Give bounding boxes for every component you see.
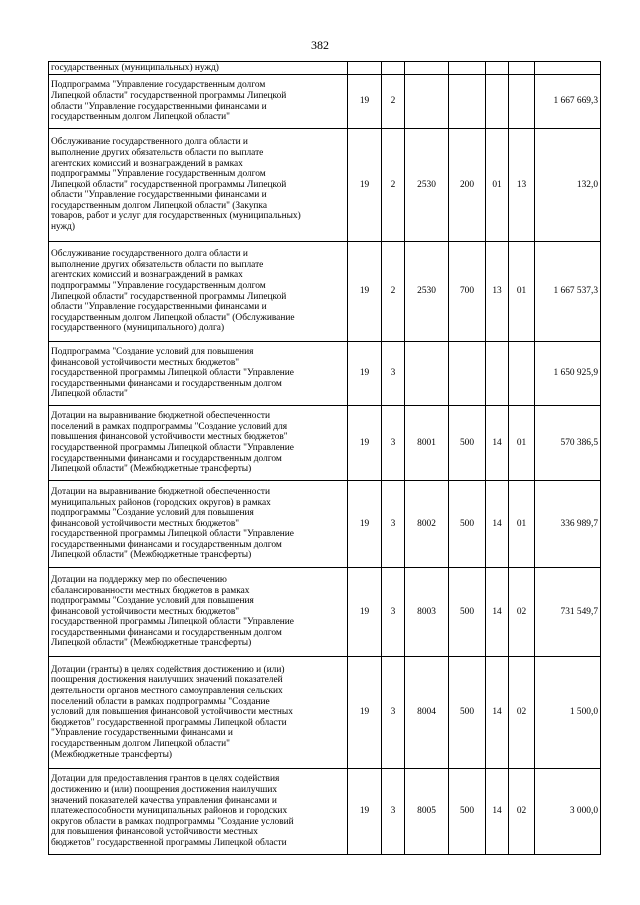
program-code: 19 (348, 406, 382, 481)
expense-type-code: 700 (449, 242, 486, 342)
subprogram-code: 3 (382, 342, 405, 406)
amount: 1 500,0 (535, 657, 601, 769)
target-article-code: 2530 (405, 129, 449, 242)
program-code: 19 (348, 568, 382, 657)
target-article-code (405, 342, 449, 406)
program-code: 19 (348, 481, 382, 568)
target-article-code (405, 75, 449, 129)
program-code: 19 (348, 242, 382, 342)
section-code (486, 62, 509, 75)
expense-type-code: 500 (449, 657, 486, 769)
section-code: 14 (486, 657, 509, 769)
table-row (49, 242, 601, 342)
subsection-code (509, 62, 535, 75)
subprogram-code: 2 (382, 242, 405, 342)
budget-table (48, 61, 601, 855)
amount: 3 000,0 (535, 769, 601, 855)
table-row (49, 406, 601, 481)
program-code: 19 (348, 769, 382, 855)
row-description: государственных (муниципальных) нужд) (49, 62, 348, 75)
subsection-code (509, 342, 535, 406)
table-row (49, 568, 601, 657)
table-row (49, 129, 601, 242)
target-article-code: 8003 (405, 568, 449, 657)
table-row (49, 657, 601, 769)
expense-type-code (449, 62, 486, 75)
subprogram-code: 3 (382, 769, 405, 855)
subprogram-code: 2 (382, 129, 405, 242)
row-description: Обслуживание государственного долга области и выполнение других обязательств области по выплате агентских комиссий и вознаграждений в рамках подпрограммы "Управление государственным долгом Липецкой области" государственной программы Липецкой области "Управление государственными финансами и государственным долгом Липецкой области" (Закупка товаров, работ и услуг для государственных (муниципальных) нужд) (49, 129, 348, 242)
row-description: Дотации на выравнивание бюджетной обеспеченности поселений в рамках подпрограммы "Создание условий для повышения финансовой устойчивости местных бюджетов" государственной программы Липецкой области "Управление государственными финансами и государственным долгом Липецкой области" (Межбюджетные трансферты) (49, 406, 348, 481)
program-code: 19 (348, 657, 382, 769)
subprogram-code: 3 (382, 481, 405, 568)
section-code: 01 (486, 129, 509, 242)
section-code (486, 75, 509, 129)
subprogram-code (382, 62, 405, 75)
program-code: 19 (348, 129, 382, 242)
table-row (49, 342, 601, 406)
row-description: Обслуживание государственного долга области и выполнение других обязательств области по выплате агентских комиссий и вознаграждений в рамках подпрограммы "Управление государственным долгом Липецкой области" государственной программы Липецкой области "Управление государственными финансами и государственным долгом Липецкой области" (Обслуживание государственного (муниципального) долга) (49, 242, 348, 342)
amount (535, 62, 601, 75)
table-row (49, 75, 601, 129)
amount: 336 989,7 (535, 481, 601, 568)
subprogram-code: 3 (382, 406, 405, 481)
subprogram-code: 3 (382, 568, 405, 657)
section-code: 14 (486, 481, 509, 568)
target-article-code (405, 62, 449, 75)
page-number: 382 (311, 38, 329, 52)
table-row (49, 769, 601, 855)
expense-type-code (449, 342, 486, 406)
section-code: 13 (486, 242, 509, 342)
amount: 570 386,5 (535, 406, 601, 481)
target-article-code: 2530 (405, 242, 449, 342)
program-code (348, 62, 382, 75)
expense-type-code: 500 (449, 769, 486, 855)
subsection-code: 01 (509, 406, 535, 481)
subsection-code: 02 (509, 568, 535, 657)
section-code: 14 (486, 406, 509, 481)
amount: 1 667 669,3 (535, 75, 601, 129)
row-description: Дотации на поддержку мер по обеспечению сбалансированности местных бюджетов в рамках подпрограммы "Создание условий для повышения финансовой устойчивости местных бюджетов" государственной программы Липецкой области "Управление государственными финансами и государственным долгом Липецкой области" (Межбюджетные трансферты) (49, 568, 348, 657)
subsection-code: 13 (509, 129, 535, 242)
table-row (49, 481, 601, 568)
amount: 731 549,7 (535, 568, 601, 657)
expense-type-code: 500 (449, 568, 486, 657)
section-code: 14 (486, 568, 509, 657)
expense-type-code (449, 75, 486, 129)
amount: 1 650 925,9 (535, 342, 601, 406)
table-row (49, 62, 601, 75)
row-description: Подпрограмма "Создание условий для повышения финансовой устойчивости местных бюджетов" государственной программы Липецкой области "Управление государственными финансами и государственным долгом Липецкой области" (49, 342, 348, 406)
subsection-code: 01 (509, 481, 535, 568)
amount: 132,0 (535, 129, 601, 242)
subsection-code: 01 (509, 242, 535, 342)
row-description: Подпрограмма "Управление государственным долгом Липецкой области" государственной программы Липецкой области "Управление государственными финансами и государственным долгом Липецкой области" (49, 75, 348, 129)
target-article-code: 8005 (405, 769, 449, 855)
subprogram-code: 3 (382, 657, 405, 769)
program-code: 19 (348, 75, 382, 129)
section-code: 14 (486, 769, 509, 855)
subsection-code: 02 (509, 657, 535, 769)
subsection-code (509, 75, 535, 129)
row-description: Дотации на выравнивание бюджетной обеспеченности муниципальных районов (городских округов) в рамках подпрограммы "Создание условий для повышения финансовой устойчивости местных бюджетов" государственной программы Липецкой области "Управление государственными финансами и государственным долгом Липецкой области" (Межбюджетные трансферты) (49, 481, 348, 568)
amount: 1 667 537,3 (535, 242, 601, 342)
subprogram-code: 2 (382, 75, 405, 129)
row-description: Дотации для предоставления грантов в целях содействия достижению и (или) поощрения достижения наилучших значений показателей качества управления финансами и платежеспособности муниципальных районов и городских округов области в рамках подпрограммы "Создание условий для повышения финансовой устойчивости местных бюджетов" государственной программы Липецкой области (49, 769, 348, 855)
expense-type-code: 200 (449, 129, 486, 242)
expense-type-code: 500 (449, 406, 486, 481)
row-description: Дотации (гранты) в целях содействия достижению и (или) поощрения достижения наилучших значений показателей деятельности органов местного самоуправления сельских поселений области в рамках подпрограммы "Создание условий для повышения финансовой устойчивости местных бюджетов" государственной программы Липецкой области "Управление государственными финансами и государственным долгом Липецкой области" (Межбюджетные трансферты) (49, 657, 348, 769)
program-code: 19 (348, 342, 382, 406)
subsection-code: 02 (509, 769, 535, 855)
section-code (486, 342, 509, 406)
target-article-code: 8004 (405, 657, 449, 769)
target-article-code: 8002 (405, 481, 449, 568)
expense-type-code: 500 (449, 481, 486, 568)
target-article-code: 8001 (405, 406, 449, 481)
